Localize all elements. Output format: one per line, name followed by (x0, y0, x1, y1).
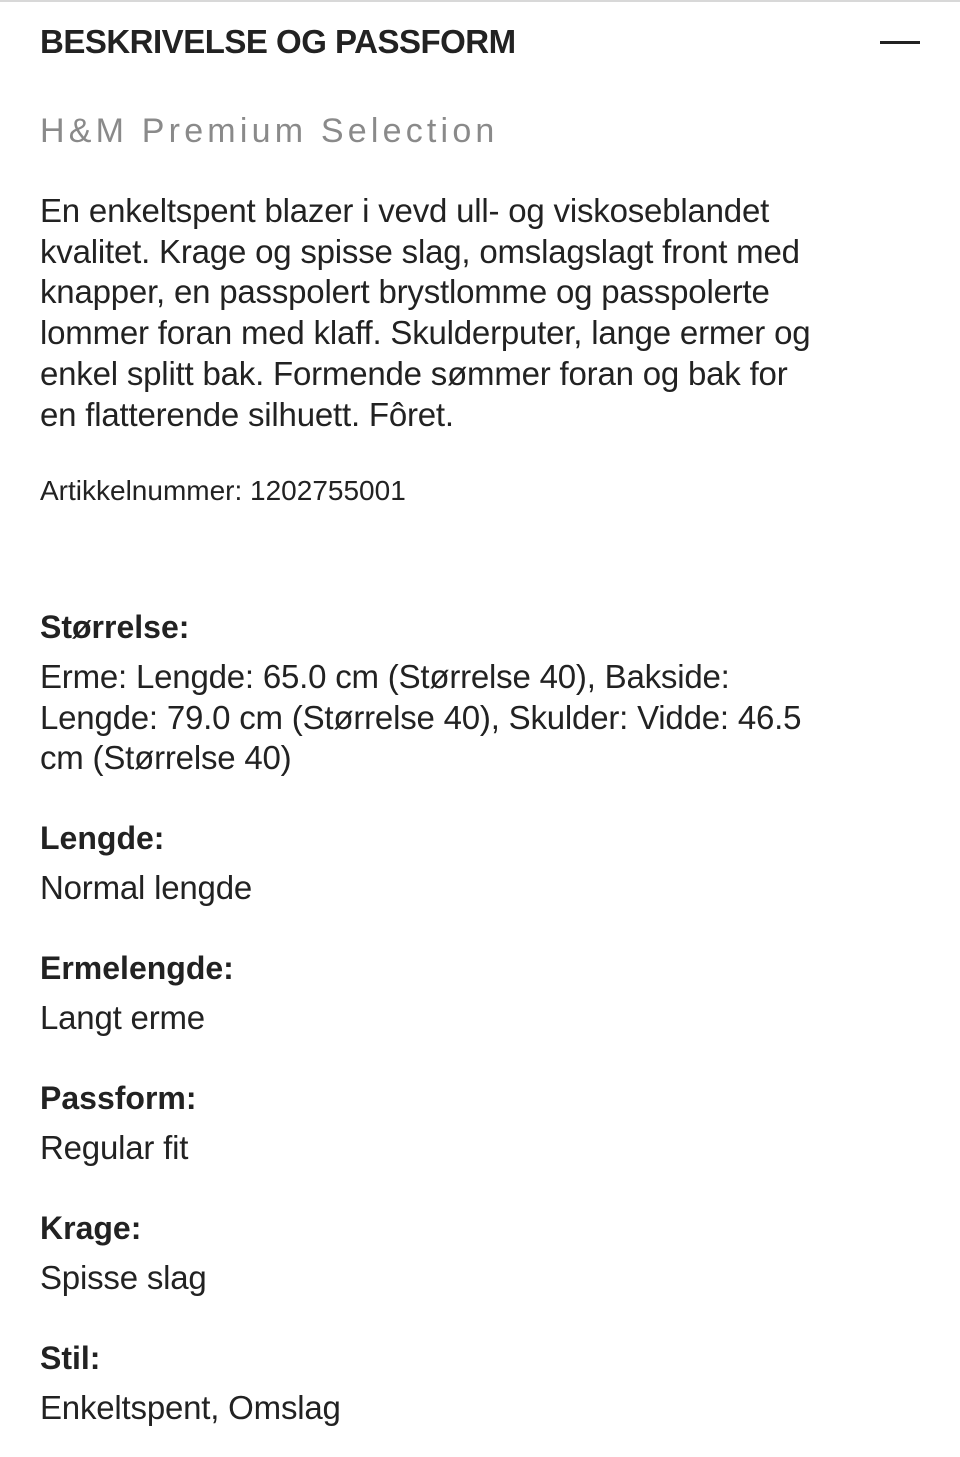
detail-passform (40, 1078, 920, 1169)
description-line: En enkeltspent blazer i vevd ull- og viskoseblandet (40, 192, 770, 229)
detail-value-line: Erme: Lengde: 65.0 cm (Størrelse 40), Bakside: (40, 658, 730, 695)
detail-value: Regular fit (40, 1129, 189, 1166)
detail-ermelengde (40, 948, 920, 1039)
detail-storrelse (40, 607, 920, 779)
section-title: BESKRIVELSE OG PASSFORM (40, 23, 516, 60)
detail-label: Størrelse: (40, 609, 190, 645)
description-line: en flatterende silhuett. Fôret. (40, 395, 454, 433)
detail-lengde (40, 818, 920, 909)
description-line: enkel splitt bak. Formende sømmer foran og bak for (40, 354, 788, 392)
description-line: kvalitet. Krage og spisse slag, omslagslagt front med (40, 232, 800, 270)
detail-label: Ermelengde: (40, 950, 234, 986)
detail-label: Lengde: (40, 820, 165, 856)
detail-value-line: cm (Størrelse 40) (40, 739, 292, 777)
detail-value: Normal lengde (40, 869, 253, 906)
detail-krage (40, 1208, 920, 1299)
product-description (40, 191, 920, 435)
description-line: knapper, en passpolert brystlomme og passpolerte (40, 273, 770, 311)
detail-value: Enkeltspent, Omslag (40, 1389, 341, 1426)
detail-value (40, 657, 920, 779)
detail-stil (40, 1338, 920, 1429)
detail-label: Krage: (40, 1210, 142, 1246)
top-divider (0, 0, 960, 2)
brand-name: H&M Premium Selection (40, 112, 499, 150)
detail-value-line: Lengde: 79.0 cm (Størrelse 40), Skulder: Vidde: 46.5 (40, 698, 802, 736)
minus-icon[interactable] (880, 30, 920, 54)
detail-label: Passform: (40, 1080, 197, 1116)
detail-value: Spisse slag (40, 1259, 207, 1296)
article-number: Artikkelnummer: 1202755001 (40, 475, 406, 506)
section-header[interactable] (40, 22, 920, 62)
detail-value: Langt erme (40, 999, 205, 1036)
detail-label: Stil: (40, 1340, 101, 1376)
description-line: lommer foran med klaff. Skulderputer, lange ermer og (40, 314, 811, 352)
